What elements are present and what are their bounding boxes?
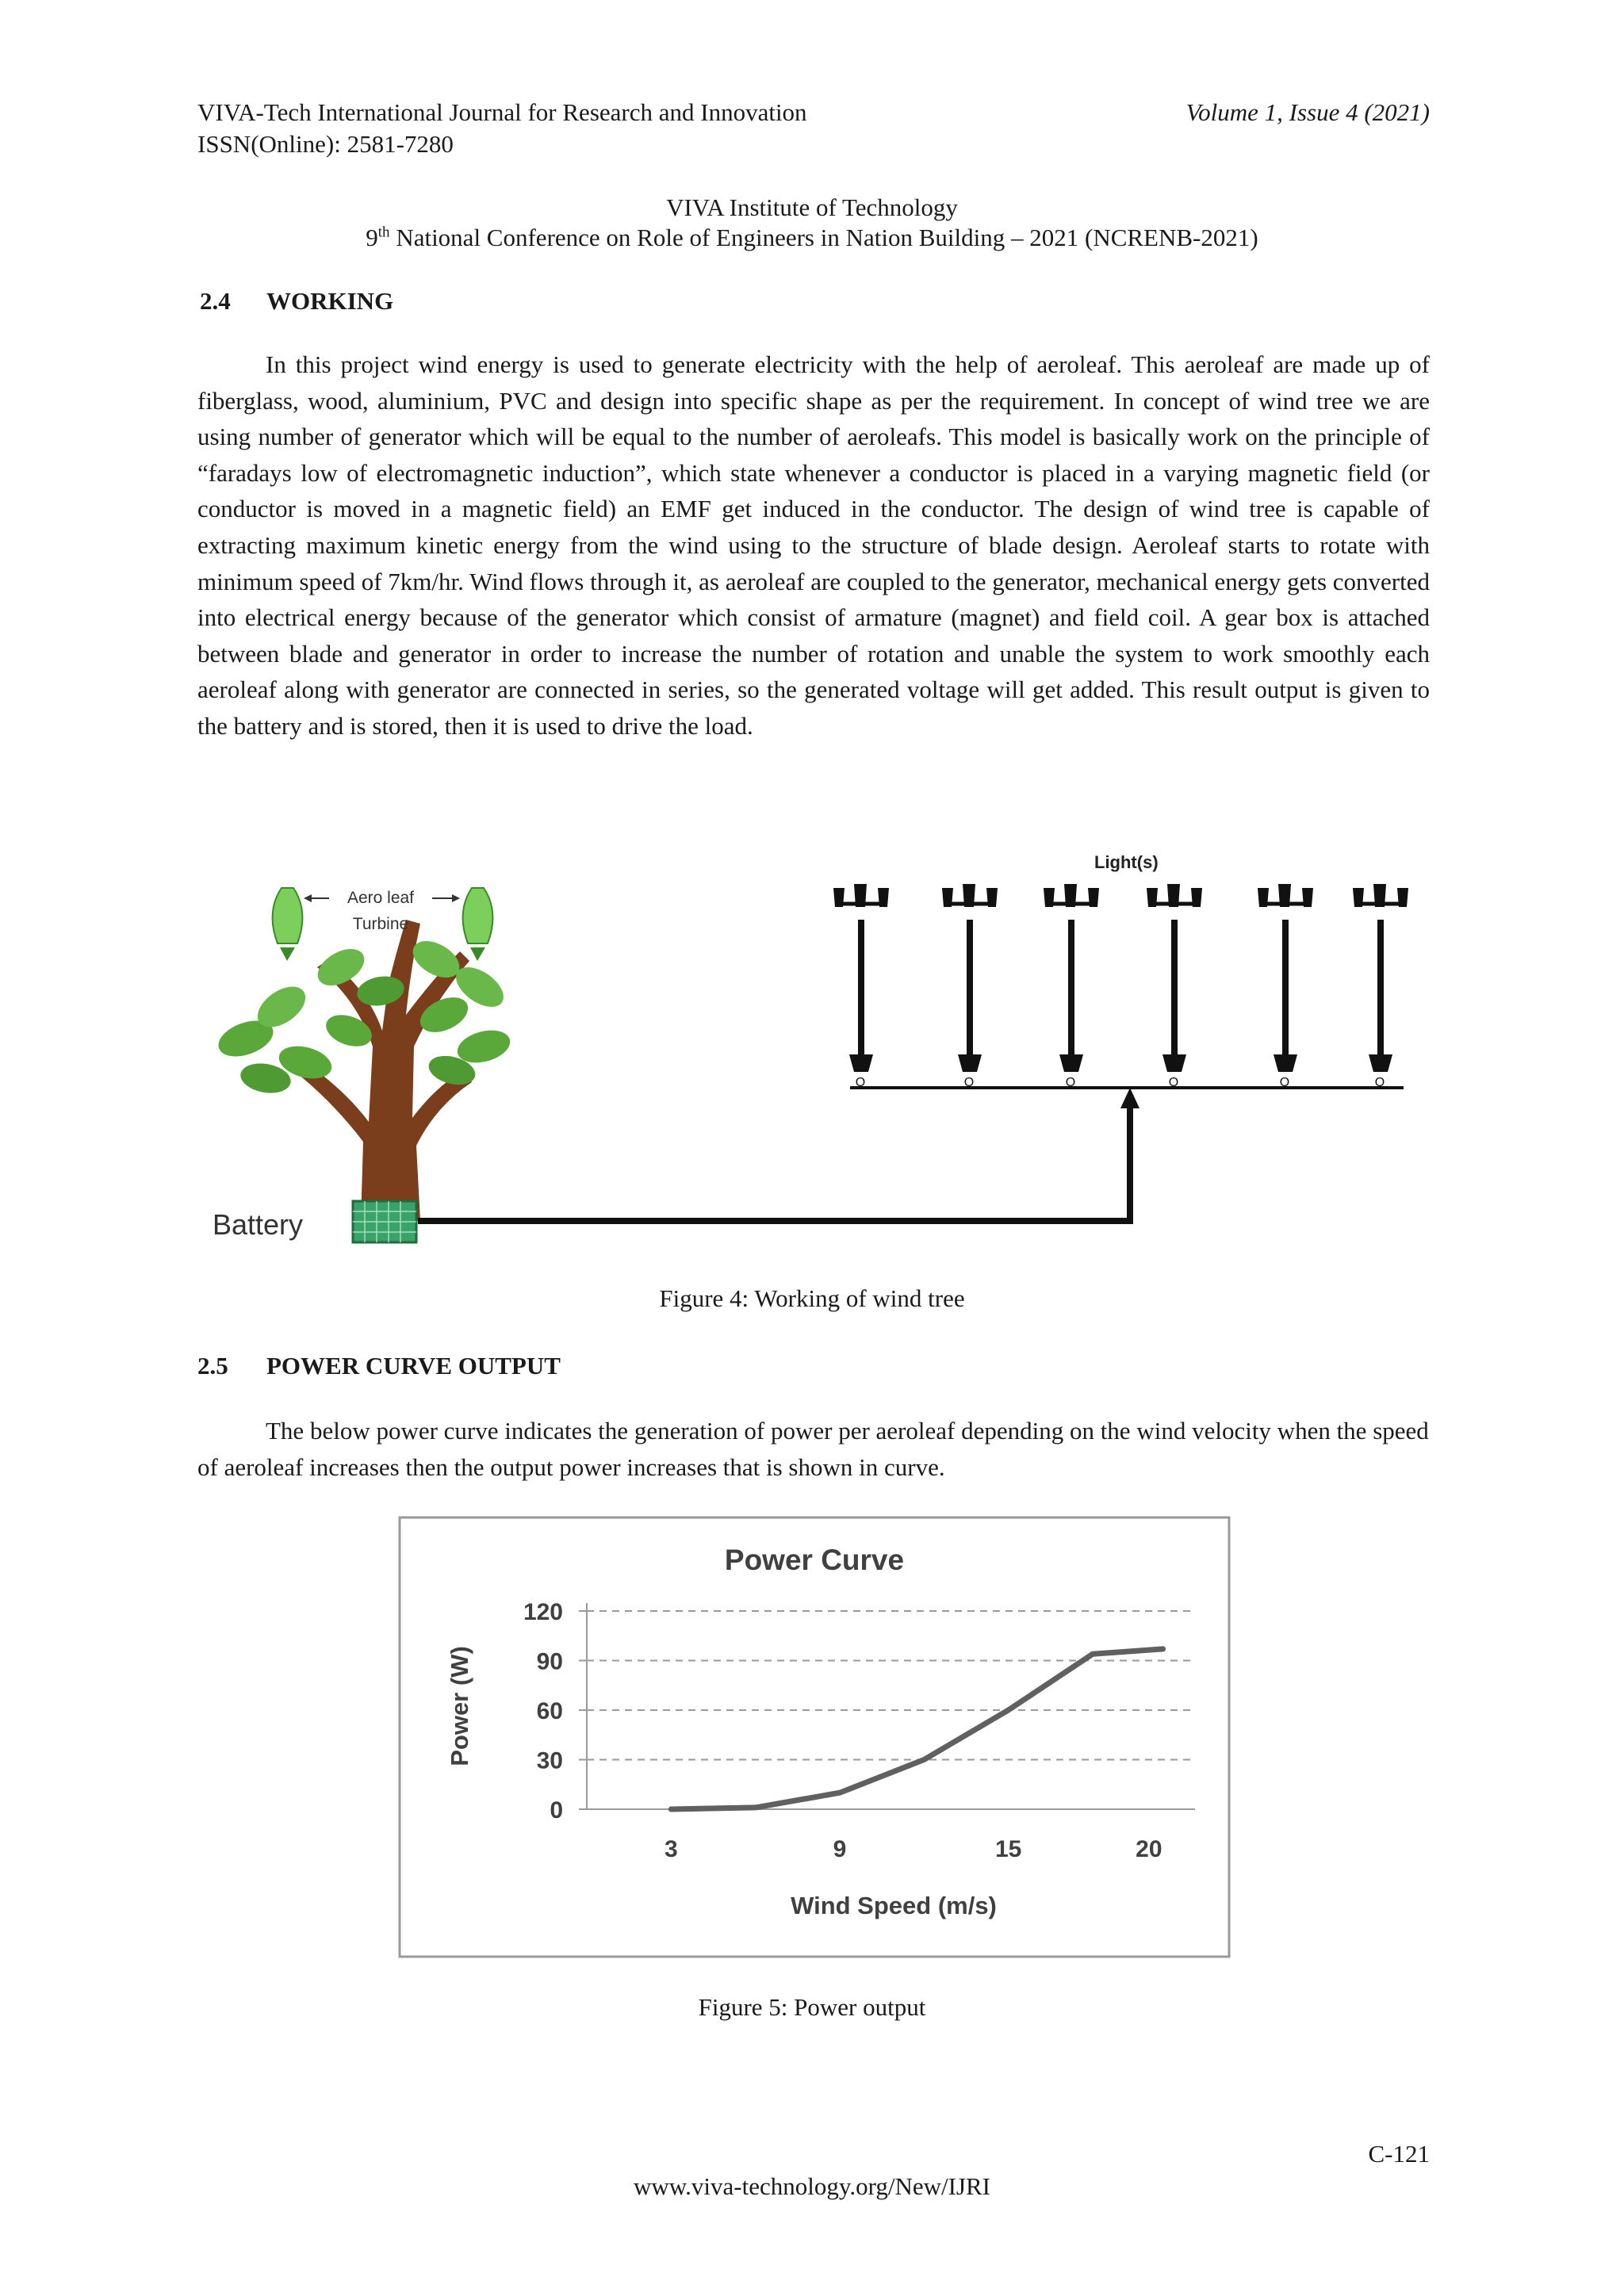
figure-5-caption: Figure 5: Power output <box>698 1993 926 2021</box>
section-number-24: 2.4 <box>200 287 231 315</box>
power-curve-paragraph: The below power curve indicates the generation of power per aeroleaf depending on the wind velocity when the speed of aeroleaf increases then the output power increases that is shown in curve. <box>197 1417 1429 1481</box>
battery-icon <box>353 1201 416 1242</box>
conf-superscript: th <box>377 224 390 241</box>
svg-text:O: O <box>1374 1076 1385 1089</box>
page-number: C-121 <box>1368 2140 1430 2168</box>
journal-title: VIVA-Tech International Journal for Research and Innovation <box>197 98 807 126</box>
conf-number: 9 <box>366 224 378 251</box>
tree-icon <box>213 920 513 1221</box>
chart-data-point <box>837 1790 842 1795</box>
volume-info: Volume 1, Issue 4 (2021) <box>1185 98 1430 126</box>
section-title-working: WORKING <box>266 287 394 315</box>
chart-x-axis-label: Wind Speed (m/s) <box>791 1892 997 1919</box>
chart-y-tick-label: 0 <box>550 1797 563 1823</box>
street-light-4-icon <box>1147 884 1202 1089</box>
conf-rest: National Conference on Role of Engineers in Nation Building – 2021 (NCRENB-2021) <box>389 224 1258 251</box>
chart-x-tick-label: 9 <box>833 1836 847 1862</box>
aero-leaf-turbine-right-icon <box>463 888 493 961</box>
chart-y-tick-label: 30 <box>536 1747 563 1774</box>
label-battery: Battery <box>213 1208 304 1241</box>
street-light-3-icon <box>1044 884 1099 1089</box>
power-curve-chart-svg <box>398 1516 1231 1958</box>
street-light-2-icon <box>942 884 998 1089</box>
svg-text:O: O <box>1065 1076 1076 1089</box>
chart-data-point <box>753 1805 758 1810</box>
aero-leaf-turbine-left-icon <box>273 888 303 961</box>
street-light-1-icon <box>833 884 889 1089</box>
chart-x-tick-label: 15 <box>994 1836 1022 1862</box>
footer-url[interactable]: www.viva-technology.org/New/IJRI <box>634 2172 990 2200</box>
section-number-25: 2.5 <box>197 1352 228 1380</box>
chart-title: Power Curve <box>724 1544 905 1576</box>
chart-x-tick-label: 3 <box>664 1836 678 1862</box>
svg-text:O: O <box>963 1076 975 1089</box>
chart-x-tick-label: 20 <box>1136 1836 1162 1862</box>
institute-name: VIVA Institute of Technology <box>666 193 958 221</box>
street-light-5-icon <box>1258 884 1313 1089</box>
wind-tree-svg <box>198 809 1427 1253</box>
label-aero-leaf: Aero leaf <box>347 889 415 907</box>
chart-y-tick-label: 90 <box>536 1648 563 1675</box>
chart-y-axis-label: Power (W) <box>446 1646 473 1766</box>
figure-4-caption: Figure 4: Working of wind tree <box>659 1284 965 1312</box>
chart-data-point <box>1006 1708 1011 1712</box>
chart-data-point <box>668 1807 673 1812</box>
svg-text:O: O <box>1279 1076 1290 1089</box>
issn: ISSN(Online): 2581-7280 <box>197 130 454 158</box>
chart-y-tick-label: 120 <box>523 1599 563 1625</box>
figure-4-wind-tree-diagram <box>198 809 1427 1253</box>
battery-to-lights-wire <box>418 1102 1130 1221</box>
chart-data-point <box>921 1758 926 1762</box>
label-turbine: Turbine <box>352 915 409 933</box>
wire-arrow-icon <box>1120 1088 1139 1108</box>
chart-y-tick-label: 60 <box>536 1698 563 1724</box>
figure-5-power-chart <box>398 1516 1231 1958</box>
label-lights: Light(s) <box>1094 852 1159 872</box>
section-title-power-curve: POWER CURVE OUTPUT <box>266 1352 561 1380</box>
svg-text:O: O <box>855 1076 866 1089</box>
chart-frame <box>400 1517 1229 1957</box>
working-paragraph: In this project wind energy is used to generate electricity with the help of aeroleaf. This aeroleaf are made up of fiberglass, wood, aluminium, PVC and design into specific shape as per the requirement. In concept of wind tree we are using number of generator which will be equal to the number of aeroleafs. This model is basically work on the principle of “faradays low of electromagnetic induction”, which state whenever a conductor is placed in a varying magnetic field (or conductor is moved in a magnetic field) an EMF get induced in the conductor. The design of wind tree is capable of extracting maximum kinetic energy from the wind using to the structure of blade design. Aeroleaf starts to rotate with minimum speed of 7km/hr. Wind flows through it, as aeroleaf are coupled to the generator, mechanical energy gets converted into electrical energy because of the generator which consist of armature (magnet) and field coil. A gear box is attached between blade and generator in order to increase the number of rotation and unable the system to work smoothly each aeroleaf along with generator are connected in series, so the generated voltage will get added. This result output is given to the battery and is stored, then it is used to drive the load. <box>197 350 1430 740</box>
svg-text:O: O <box>1168 1076 1179 1089</box>
chart-data-point <box>1161 1647 1166 1651</box>
street-light-6-icon <box>1353 884 1408 1089</box>
conference-name <box>0 222 1624 254</box>
chart-data-point <box>1090 1651 1095 1656</box>
